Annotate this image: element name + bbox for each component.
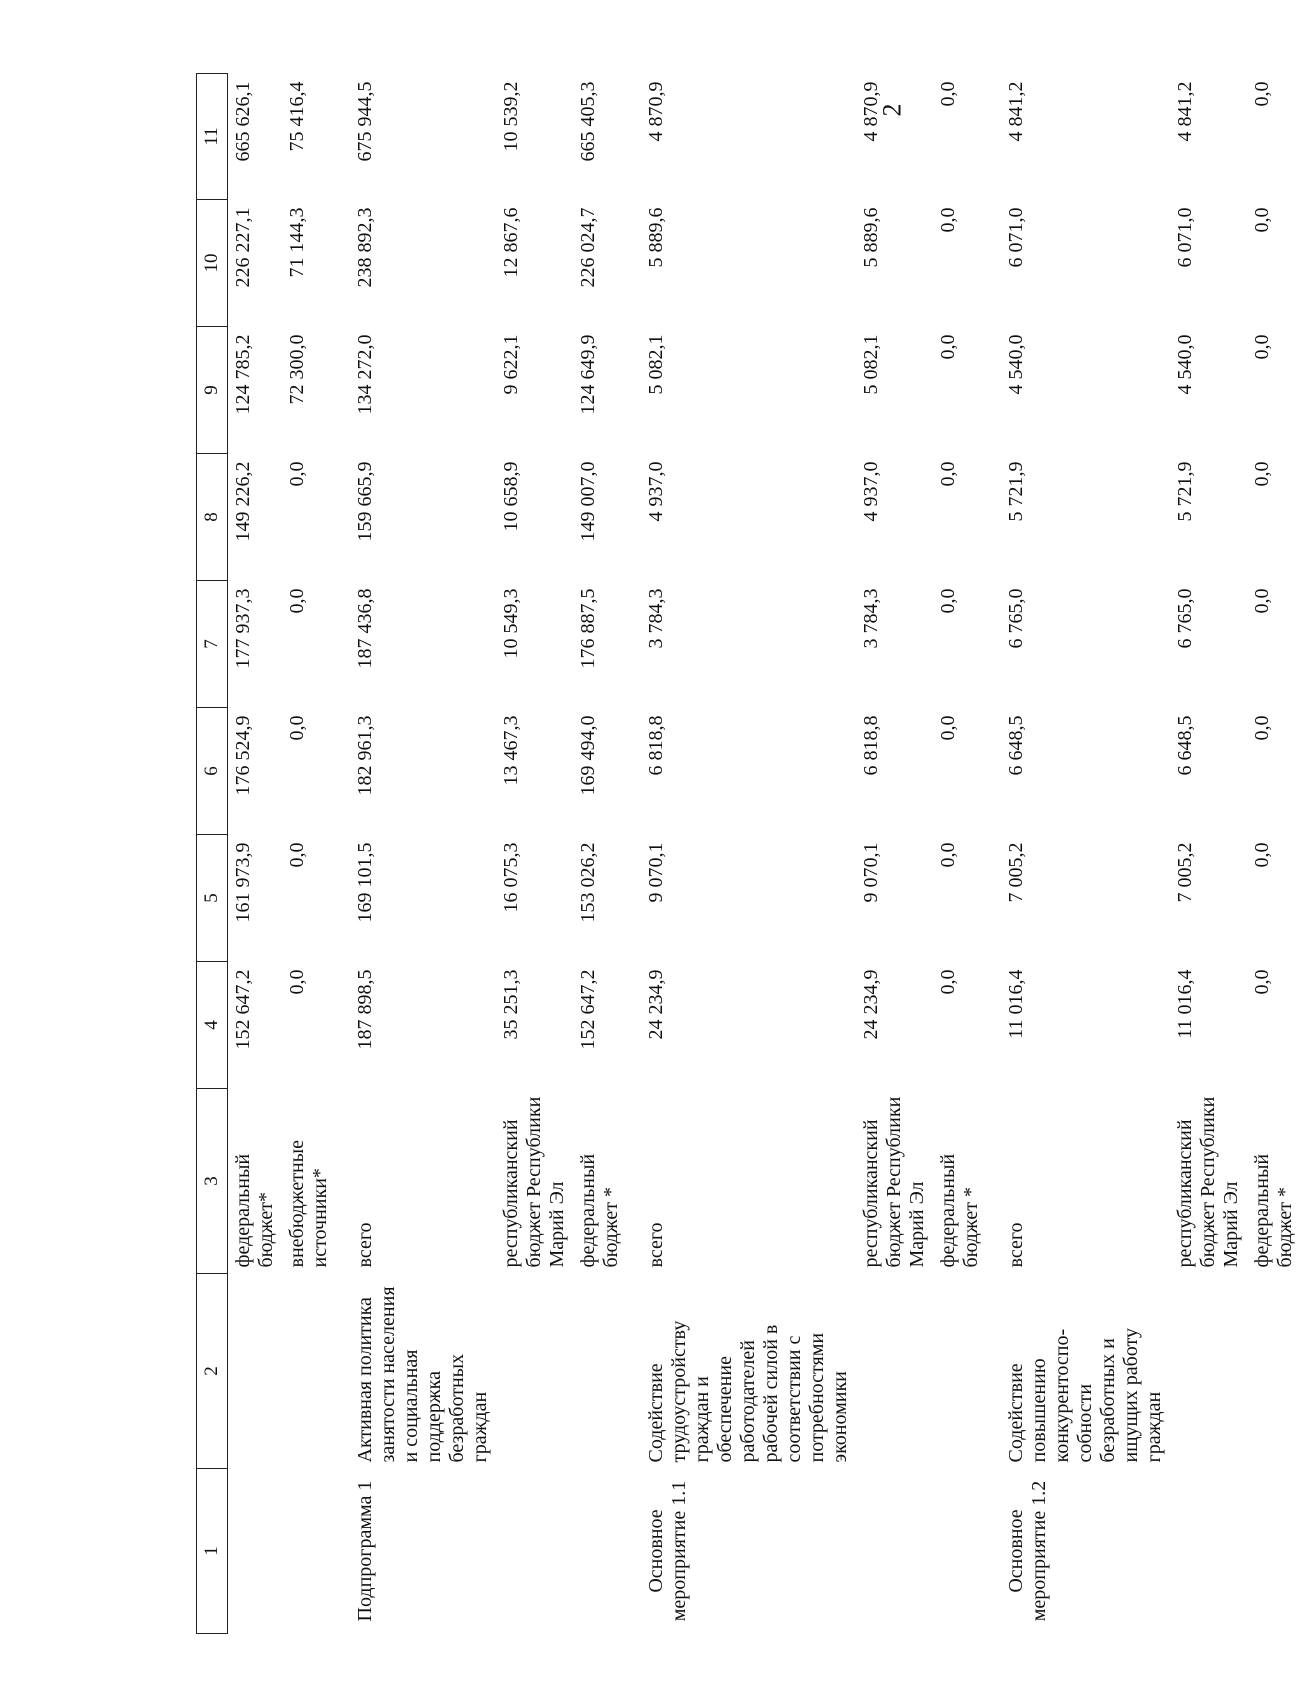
value-cell: 5 082,1 [645, 334, 667, 395]
page-number: 2 [877, 103, 907, 117]
value-cell: 24 234,9 [645, 969, 667, 1040]
table-row [856, 74, 933, 1634]
table-row [496, 74, 573, 1634]
value-cell: 72 300,0 [286, 334, 308, 405]
value-cell: 161 973,9 [232, 842, 254, 923]
value-cell: 3 784,3 [860, 588, 882, 649]
table-row [1247, 74, 1301, 1634]
value-cell: 226 024,7 [577, 207, 599, 288]
value-cell: 152 647,2 [232, 969, 254, 1050]
value-cell: 3 784,3 [645, 588, 667, 649]
column-header: 3 [197, 1089, 228, 1274]
activity-name-cell [1247, 1274, 1301, 1469]
value-cell: 16 075,3 [500, 842, 522, 913]
value-cell: 7 005,2 [1005, 842, 1027, 903]
value-cell: 0,0 [937, 842, 959, 868]
value-cell: 0,0 [1251, 588, 1273, 614]
funding-source-cell: федеральный бюджет * [1251, 1153, 1296, 1268]
column-header: 9 [197, 327, 228, 454]
value-cell: 0,0 [286, 461, 308, 487]
activity-name-cell [228, 1274, 283, 1469]
value-cell: 6 648,5 [1174, 715, 1196, 776]
value-cell: 124 649,9 [577, 334, 599, 415]
table-row [336, 74, 496, 1634]
value-cell: 0,0 [286, 842, 308, 868]
value-cell: 176 524,9 [232, 715, 254, 796]
value-cell: 6 765,0 [1174, 588, 1196, 649]
table-row [573, 74, 627, 1634]
table-header [197, 74, 228, 1634]
activity-name-cell [933, 1274, 987, 1469]
program-cell [496, 1469, 573, 1634]
value-cell: 0,0 [937, 715, 959, 741]
value-cell: 4 870,9 [645, 81, 667, 142]
value-cell: 0,0 [937, 207, 959, 233]
value-cell: 238 892,3 [354, 207, 376, 288]
rotated-table [196, 74, 1296, 1634]
value-cell: 177 937,3 [232, 588, 254, 669]
value-cell: 187 436,8 [354, 588, 376, 669]
program-cell [1247, 1469, 1301, 1634]
activity-name-cell [856, 1274, 933, 1469]
column-header: 7 [197, 581, 228, 708]
column-header: 11 [197, 74, 228, 200]
value-cell: 149 007,0 [577, 461, 599, 542]
program-cell [1170, 1469, 1247, 1634]
table-row [933, 74, 987, 1634]
value-cell: 35 251,3 [500, 969, 522, 1040]
program-cell [856, 1469, 933, 1634]
value-cell: 0,0 [1251, 715, 1273, 741]
value-cell: 5 721,9 [1005, 461, 1027, 522]
value-cell: 0,0 [286, 715, 308, 741]
value-cell: 11 016,4 [1005, 969, 1027, 1039]
value-cell: 0,0 [286, 588, 308, 614]
value-cell: 6 648,5 [1005, 715, 1027, 776]
value-cell: 12 867,6 [500, 207, 522, 278]
funding-source-cell: республиканский бюджет Республики Марий Эл [500, 1096, 568, 1268]
value-cell: 4 540,0 [1174, 334, 1196, 395]
funding-source-cell: федеральный бюджет * [937, 1153, 982, 1268]
value-cell: 0,0 [1251, 969, 1273, 995]
value-cell: 169 494,0 [577, 715, 599, 796]
funding-source-cell: федеральный бюджет* [232, 1153, 277, 1268]
program-cell: Основное мероприятие 1.1 [645, 1480, 690, 1622]
table-row [987, 74, 1170, 1634]
program-cell: Подпрограмма 1 [354, 1480, 376, 1622]
column-header: 8 [197, 454, 228, 581]
value-cell: 7 005,2 [1174, 842, 1196, 903]
value-cell: 675 944,5 [354, 81, 376, 162]
value-cell: 71 144,3 [286, 207, 308, 278]
value-cell: 5 889,6 [860, 207, 882, 268]
funding-source-cell: всего [354, 1222, 376, 1268]
column-header: 2 [197, 1274, 228, 1469]
column-header: 1 [197, 1469, 228, 1634]
value-cell: 4 870,9 [860, 81, 882, 142]
value-cell: 10 658,9 [500, 461, 522, 532]
value-cell: 11 016,4 [1174, 969, 1196, 1039]
value-cell: 10 539,2 [500, 81, 522, 152]
activity-name-cell: Содействие трудоустройству граждан и обеспечение работодателей рабочей силой в соответствии с потребностями экономики [645, 1320, 851, 1463]
value-cell: 0,0 [1251, 207, 1273, 233]
value-cell: 152 647,2 [577, 969, 599, 1050]
value-cell: 75 416,4 [286, 81, 308, 152]
value-cell: 182 961,3 [354, 715, 376, 796]
value-cell: 0,0 [937, 969, 959, 995]
value-cell: 24 234,9 [860, 969, 882, 1040]
value-cell: 0,0 [937, 334, 959, 360]
activity-name-cell: Содействие повышению конкурентоспо-собности безработных и ищущих работу граждан [1005, 1328, 1165, 1463]
value-cell: 6 818,8 [645, 715, 667, 776]
table-body [228, 74, 1301, 1634]
value-cell: 6 071,0 [1005, 207, 1027, 268]
program-cell: Основное мероприятие 1.2 [1005, 1480, 1050, 1622]
funding-source-cell: внебюджетные источники* [286, 1140, 331, 1268]
value-cell: 6 765,0 [1005, 588, 1027, 649]
value-cell: 0,0 [1251, 461, 1273, 487]
value-cell: 169 101,5 [354, 842, 376, 923]
value-cell: 0,0 [937, 461, 959, 487]
value-cell: 5 889,6 [645, 207, 667, 268]
activity-name-cell [282, 1274, 336, 1469]
activity-name-cell [496, 1274, 573, 1469]
value-cell: 153 026,2 [577, 842, 599, 923]
value-cell: 5 082,1 [860, 334, 882, 395]
value-cell: 176 887,5 [577, 588, 599, 669]
value-cell: 187 898,5 [354, 969, 376, 1050]
value-cell: 0,0 [1251, 81, 1273, 107]
value-cell: 4 841,2 [1005, 81, 1027, 142]
value-cell: 124 785,2 [232, 334, 254, 415]
table-row [627, 74, 856, 1634]
value-cell: 6 071,0 [1174, 207, 1196, 268]
value-cell: 4 937,0 [645, 461, 667, 522]
budget-table [196, 73, 1301, 1634]
value-cell: 13 467,3 [500, 715, 522, 786]
value-cell: 4 841,2 [1174, 81, 1196, 142]
value-cell: 9 622,1 [500, 334, 522, 395]
activity-name-cell [1170, 1274, 1247, 1469]
value-cell: 665 405,3 [577, 81, 599, 162]
funding-source-cell: федеральный бюджет * [577, 1153, 622, 1268]
column-header: 10 [197, 200, 228, 327]
table-row [282, 74, 336, 1634]
activity-name-cell [573, 1274, 627, 1469]
value-cell: 5 721,9 [1174, 461, 1196, 522]
program-cell [933, 1469, 987, 1634]
value-cell: 6 818,8 [860, 715, 882, 776]
table-row [228, 74, 283, 1634]
value-cell: 9 070,1 [860, 842, 882, 903]
value-cell: 0,0 [1251, 842, 1273, 868]
value-cell: 4 540,0 [1005, 334, 1027, 395]
table-row [1170, 74, 1247, 1634]
funding-source-cell: всего [1005, 1222, 1027, 1268]
value-cell: 4 937,0 [860, 461, 882, 522]
program-cell [573, 1469, 627, 1634]
value-cell: 0,0 [1251, 334, 1273, 360]
program-cell [282, 1469, 336, 1634]
column-header: 4 [197, 962, 228, 1089]
funding-source-cell: республиканский бюджет Республики Марий Эл [860, 1096, 928, 1268]
funding-source-cell: республиканский бюджет Республики Марий Эл [1174, 1096, 1242, 1268]
column-header: 6 [197, 708, 228, 835]
program-cell [228, 1469, 283, 1634]
column-header: 5 [197, 835, 228, 962]
value-cell: 0,0 [937, 588, 959, 614]
value-cell: 159 665,9 [354, 461, 376, 542]
value-cell: 149 226,2 [232, 461, 254, 542]
value-cell: 0,0 [937, 81, 959, 107]
value-cell: 665 626,1 [232, 81, 254, 162]
value-cell: 134 272,0 [354, 334, 376, 415]
funding-source-cell: всего [645, 1222, 667, 1268]
value-cell: 9 070,1 [645, 842, 667, 903]
activity-name-cell: Активная политика занятости населения и социальная поддержка безработных граждан [354, 1286, 491, 1463]
value-cell: 0,0 [286, 969, 308, 995]
value-cell: 10 549,3 [500, 588, 522, 659]
value-cell: 226 227,1 [232, 207, 254, 288]
